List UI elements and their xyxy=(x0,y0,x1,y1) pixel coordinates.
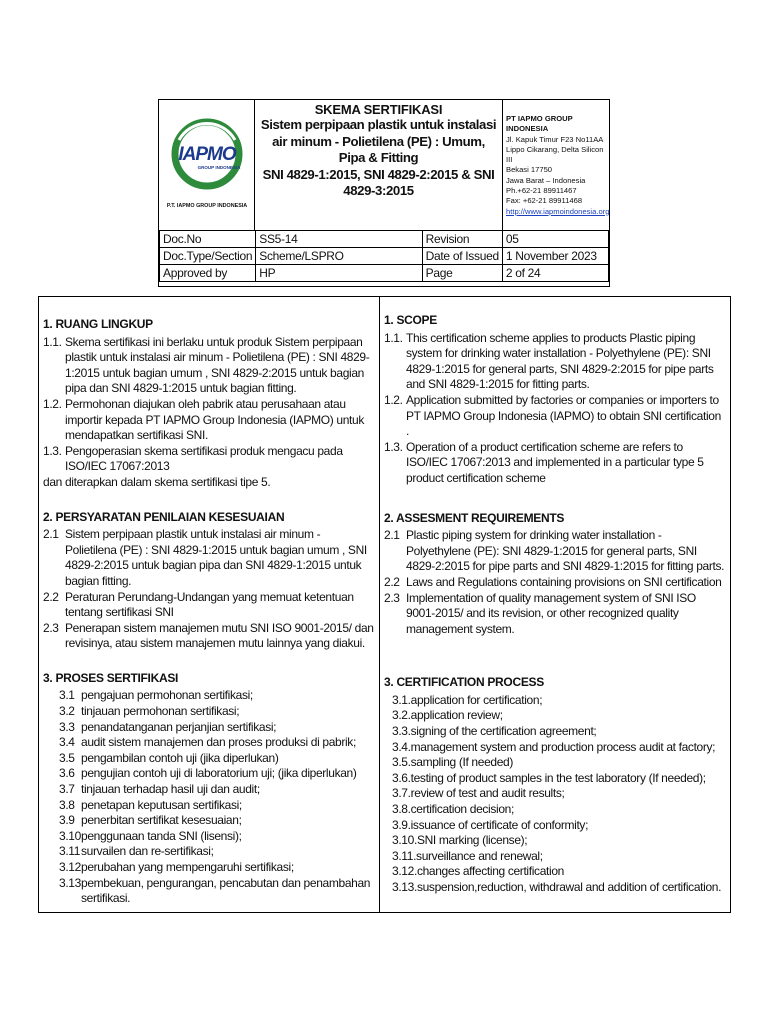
item-text: penggunaan tanda SNI (lisensi); xyxy=(81,828,242,843)
address-line: Bekasi 17750 xyxy=(506,165,553,175)
list-item: 3.1.application for certification; xyxy=(392,692,543,707)
list-item xyxy=(43,621,374,652)
list-item xyxy=(43,397,374,444)
list-item xyxy=(384,575,725,591)
item-text: survailen dan re-sertifikasi; xyxy=(81,844,214,859)
list-item xyxy=(59,704,374,720)
title-cell xyxy=(255,100,503,230)
item-text: tinjauan permohonan sertifikasi; xyxy=(81,704,240,719)
item-text: pembekuan, pengurangan, pencabutan dan penambahan sertifikasi. xyxy=(81,875,371,906)
item-number: 3.12 xyxy=(59,860,81,874)
list-item: 3.10.SNI marking (license); xyxy=(392,833,528,848)
item-text: audit sistem manajemen dan proses produksi di pabrik; xyxy=(81,735,356,750)
item-number: 1.2. xyxy=(43,396,62,411)
item-number: 2.2 xyxy=(43,589,59,604)
list-item xyxy=(59,720,374,736)
item-text: Pengoperasian skema sertifikasi produk mengacu pada ISO/IEC 17067:2013 xyxy=(65,443,343,474)
table-row xyxy=(160,265,609,282)
item-text: This certification scheme applies to products Plastic piping system for drinking water installation - Polyethylene (PE): SNI 4829-1:2015 for general parts, SNI 4829-2:2015 for pipe parts and SNI 4829-1:2015 for fitting parts. xyxy=(406,330,714,392)
meta-label: Page xyxy=(422,265,502,282)
logo-caption: P.T. IAPMO GROUP INDONESIA xyxy=(166,203,248,209)
meta-value: SS5-14 xyxy=(256,231,422,248)
scheme-standards: SNI 4829-1:2015, SNI 4829-2:2015 & SNI 4829-3:2015 xyxy=(262,166,495,198)
list-item: 3.7.review of test and audit results; xyxy=(392,786,565,801)
section-title: 3. PROSES SERTIFIKASI xyxy=(43,670,179,685)
scheme-title: Sistem perpipaan plastik untuk instalasi air minum - Polietilena (PE) : Umum, Pipa & Fitting xyxy=(260,117,497,165)
item-number: 2.2 xyxy=(384,574,400,589)
logo-cell xyxy=(159,100,255,230)
content-table xyxy=(38,296,731,913)
doc-meta-table xyxy=(159,230,609,282)
list-item xyxy=(59,829,374,845)
company-name: PT IAPMO GROUP INDONESIA xyxy=(506,114,573,134)
meta-value: Scheme/LSPRO xyxy=(256,248,422,265)
address-line: Jl. Kapuk Timur F23 No11AA xyxy=(506,134,604,144)
item-number: 2.1 xyxy=(43,527,59,542)
meta-label: Doc.No xyxy=(160,231,256,248)
item-text: perubahan yang mempengaruhi sertifikasi; xyxy=(81,860,294,874)
list-item xyxy=(384,393,725,440)
list-item xyxy=(384,591,725,638)
list-item: 3.11.surveillance and renewal; xyxy=(392,848,543,863)
item-number: 3.4 xyxy=(59,735,75,750)
item-number: 2.3 xyxy=(43,620,59,635)
list-item: 3.4.management system and production process audit at factory; xyxy=(392,739,716,754)
item-text: Peraturan Perundang-Undangan yang memuat ketentuan tentang sertifikasi SNI xyxy=(65,589,354,620)
meta-label: Doc.Type/Section xyxy=(160,248,256,265)
logo-wordmark: IAPMO xyxy=(178,144,236,165)
fax: Fax: +62-21 89911468 xyxy=(506,196,583,206)
list-item: 3.6.testing of product samples in the test laboratory (If needed); xyxy=(392,770,706,785)
address-block xyxy=(503,100,611,230)
item-text: pengajuan permohonan sertifikasi; xyxy=(81,688,253,703)
item-text: Permohonan diajukan oleh pabrik atau perusahaan atau importir kepada PT IAPMO Group Indonesia (IAPMO) untuk mendapatkan sertifikasi SNI. xyxy=(65,396,365,443)
process-list xyxy=(384,693,725,896)
item-text: Sistem perpipaan plastik untuk instalasi air minum - Polietilena (PE) : SNI 4829-1:2015 untuk bagian umum , SNI 4829-2:2015 untuk bagian pipa dan SNI 4829-1:2015 untuk bagian fitting. xyxy=(65,527,367,588)
section-title: 2. PERSYARATAN PENILAIAN KESESUAIAN xyxy=(43,509,285,524)
list-item xyxy=(59,688,374,704)
list-item xyxy=(59,798,374,814)
item-number: 2.3 xyxy=(384,590,400,605)
english-column xyxy=(380,297,730,912)
item-number: 3.3 xyxy=(59,719,75,734)
item-text: tinjauan terhadap hasil uji dan audit; xyxy=(81,782,260,797)
item-text: penetapan keputusan sertifikasi; xyxy=(81,797,242,812)
scheme-heading: SKEMA SERTIFIKASI xyxy=(314,102,443,117)
list-item xyxy=(59,876,374,907)
list-item xyxy=(59,782,374,798)
indonesian-column xyxy=(39,297,380,912)
list-item xyxy=(59,735,374,751)
list-item xyxy=(43,444,374,475)
item-text: pengujian contoh uji di laboratorium uji; (jika diperlukan) xyxy=(81,766,357,781)
item-number: 3.9 xyxy=(59,813,75,828)
list-item xyxy=(59,751,374,767)
item-number: 3.13 xyxy=(59,875,81,890)
item-text: pengambilan contoh uji (jika diperlukan) xyxy=(81,750,279,765)
section-title: 2. ASSESMENT REQUIREMENTS xyxy=(384,510,565,525)
list-item xyxy=(384,331,725,393)
address-line: Jawa Barat – Indonesia xyxy=(506,175,586,185)
item-text: Laws and Regulations containing provisions on SNI certification xyxy=(406,574,722,589)
item-number: 2.1 xyxy=(384,528,400,543)
document-header xyxy=(158,99,610,287)
list-item: 3.12.changes affecting certification xyxy=(392,864,564,879)
item-number: 3.8 xyxy=(59,797,75,812)
item-number: 3.11 xyxy=(59,844,81,859)
item-number: 3.10 xyxy=(59,828,81,843)
list-item: 3.13.suspension,reduction, withdrawal and addition of certification. xyxy=(392,880,722,894)
item-number: 1.3. xyxy=(43,443,62,458)
list-item: 3.5.sampling (If needed) xyxy=(392,755,514,770)
meta-label: Date of Issued xyxy=(422,248,502,265)
list-item xyxy=(59,813,374,829)
section-title: 3. CERTIFICATION PROCESS xyxy=(384,675,544,690)
list-item xyxy=(384,440,725,487)
item-text: Application submitted by factories or companies or importers to PT IAPMO Group Indonesia (IAPMO) to obtain SNI certification . xyxy=(406,392,721,439)
iapmo-logo xyxy=(159,100,255,230)
address-line: Lippo Cikarang, Delta Silicon III xyxy=(506,144,604,165)
item-number: 1.1. xyxy=(43,334,62,349)
item-text: dan diterapkan dalam skema sertifikasi tipe 5. xyxy=(43,474,271,489)
phone: Ph.+62-21 89911467 xyxy=(506,186,577,196)
item-number: 1.2. xyxy=(384,392,403,407)
meta-value: 1 November 2023 xyxy=(502,248,608,265)
meta-label: Revision xyxy=(422,231,502,248)
item-text: penerbitan sertifikat kesesuaian; xyxy=(81,813,242,828)
item-number: 3.6 xyxy=(59,766,75,781)
list-item xyxy=(59,860,374,876)
list-item xyxy=(43,527,374,589)
item-text: Penerapan sistem manajemen mutu SNI ISO 9001-2015/ dan revisinya, atau sistem manajemen mutu lainnya yang diakui. xyxy=(65,620,374,651)
item-number: 1.3. xyxy=(384,439,403,454)
section-title: 1. SCOPE xyxy=(384,313,437,327)
item-text: Plastic piping system for drinking water installation - Polyethylene (PE): SNI 4829-1:2015 for general parts, SNI 4829-2:2015 for pipe parts and SNI 4829-1:2015 for fitting parts. xyxy=(406,528,725,574)
table-row xyxy=(160,231,609,248)
process-list xyxy=(43,688,374,906)
list-item xyxy=(59,766,374,782)
item-text: penandatanganan perjanjian sertifikasi; xyxy=(81,719,277,734)
item-number: 3.5 xyxy=(59,750,75,765)
item-text: Skema sertifikasi ini berlaku untuk produk Sistem perpipaan plastik untuk instalasi air minum - Polietilena (PE) : SNI 4829-1:2015 untuk bagian umum , SNI 4829-2:2015 untuk bagian pipa dan SNI 4829-1:2015 untuk bagian fitting. xyxy=(65,334,370,396)
meta-value: 2 of 24 xyxy=(502,265,608,282)
list-item xyxy=(43,590,374,621)
logo-sub: GROUP INDONESIA xyxy=(197,165,241,170)
item-number: 1.1. xyxy=(384,330,403,345)
list-item: 3.9.issuance of certificate of conformity; xyxy=(392,817,589,832)
list-item: 3.8.certification decision; xyxy=(392,802,514,817)
meta-label: Approved by xyxy=(160,265,256,282)
item-text: Implementation of quality management system of SNI ISO 9001-2015/ and its revision, or other recognized quality management system. xyxy=(406,590,696,636)
meta-value: HP xyxy=(256,265,422,282)
list-item xyxy=(59,844,374,860)
website-link[interactable]: http://www.iapmoindonesia.org xyxy=(506,206,610,216)
list-item xyxy=(43,335,374,397)
list-item xyxy=(384,528,725,575)
section-title: 1. RUANG LINGKUP xyxy=(43,317,153,331)
item-number: 3.1 xyxy=(59,688,75,703)
table-row xyxy=(160,248,609,265)
item-number: 3.7 xyxy=(59,782,75,797)
item-number: 3.2 xyxy=(59,704,75,719)
list-item: 3.3.signing of the certification agreement; xyxy=(392,724,597,739)
meta-value: 05 xyxy=(502,231,608,248)
item-text: Operation of a product certification scheme are refers to ISO/IEC 17067:2013 and implemented in a particular type 5 product certification scheme xyxy=(406,439,704,485)
list-item: 3.2.application review; xyxy=(392,708,503,723)
